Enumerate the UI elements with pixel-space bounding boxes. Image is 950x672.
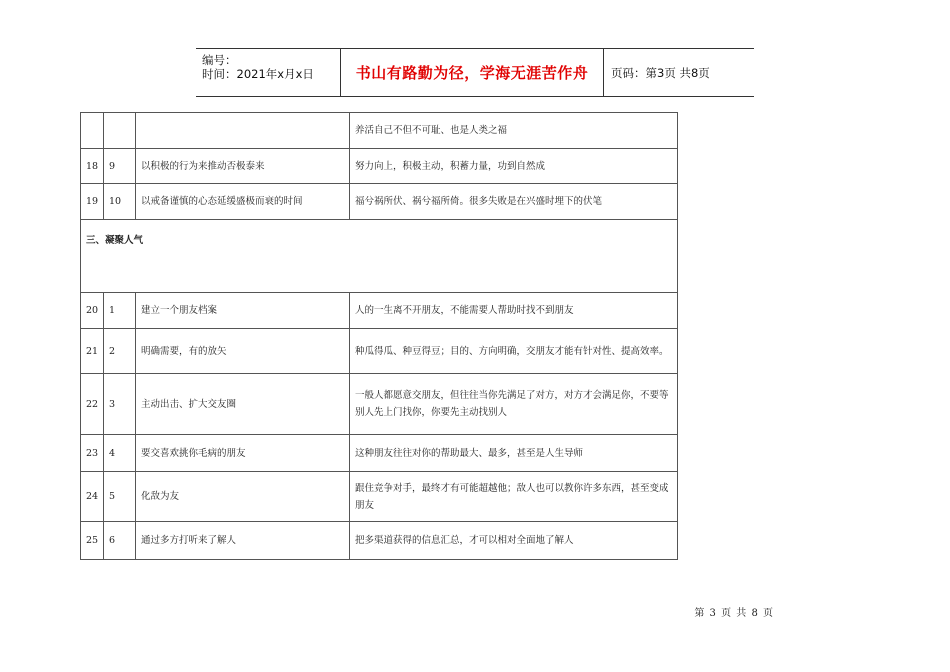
row-description: 把多渠道获得的信息汇总，才可以相对全面地了解人 bbox=[350, 522, 678, 560]
table-row bbox=[81, 184, 678, 220]
row-sub-number: 1 bbox=[104, 293, 136, 329]
row-number: 18 bbox=[81, 149, 104, 184]
table-row bbox=[81, 149, 678, 184]
number-label: 编号： bbox=[202, 53, 237, 67]
row-number: 21 bbox=[81, 329, 104, 374]
row-sub-number: 3 bbox=[104, 374, 136, 435]
row-description: 人的一生离不开朋友，不能需要人帮助时找不到朋友 bbox=[350, 293, 678, 329]
page-footer: 第 3 页 共 8 页 bbox=[694, 608, 774, 619]
row-sub-number: 2 bbox=[104, 329, 136, 374]
row-sub-number: 5 bbox=[104, 472, 136, 522]
section-heading: 三、凝聚人气 bbox=[81, 220, 678, 293]
table-row bbox=[81, 293, 678, 329]
time-label: 时间：2021年x月x日 bbox=[202, 67, 314, 81]
row-number: 22 bbox=[81, 374, 104, 435]
content-table bbox=[80, 112, 678, 560]
row-description: 这种朋友往往对你的帮助最大、最多，甚至是人生导师 bbox=[350, 435, 678, 472]
row-description: 养活自己不但不可耻、也是人类之福 bbox=[350, 113, 678, 149]
row-description: 种瓜得瓜、种豆得豆；目的、方向明确，交朋友才能有针对性、提高效率。 bbox=[350, 329, 678, 374]
row-item: 明确需要，有的放矢 bbox=[136, 329, 350, 374]
table-row bbox=[81, 472, 678, 522]
row-item bbox=[136, 113, 350, 149]
row-description: 跟住竞争对手，最终才有可能超越他；敌人也可以教你许多东西，甚至变成朋友 bbox=[350, 472, 678, 522]
row-item: 要交喜欢挑你毛病的朋友 bbox=[136, 435, 350, 472]
row-item: 通过多方打听来了解人 bbox=[136, 522, 350, 560]
table-row bbox=[81, 435, 678, 472]
row-description: 福兮祸所伏、祸兮福所倚。很多失败是在兴盛时埋下的伏笔 bbox=[350, 184, 678, 220]
row-item: 主动出击、扩大交友圈 bbox=[136, 374, 350, 435]
row-number: 20 bbox=[81, 293, 104, 329]
table-row bbox=[81, 522, 678, 560]
slogan: 书山有路勤为径，学海无涯苦作舟 bbox=[355, 64, 589, 82]
row-sub-number bbox=[104, 113, 136, 149]
row-item: 以戒备谨慎的心态延缓盛极而衰的时间 bbox=[136, 184, 350, 220]
row-description: 努力向上，积极主动，积蓄力量，功到自然成 bbox=[350, 149, 678, 184]
row-number: 24 bbox=[81, 472, 104, 522]
row-item: 建立一个朋友档案 bbox=[136, 293, 350, 329]
row-sub-number: 6 bbox=[104, 522, 136, 560]
row-sub-number: 4 bbox=[104, 435, 136, 472]
table-row bbox=[81, 374, 678, 435]
header-meta-cell bbox=[196, 49, 340, 96]
document-header bbox=[196, 48, 754, 97]
row-sub-number: 10 bbox=[104, 184, 136, 220]
table-row bbox=[81, 113, 678, 149]
row-item: 以积极的行为来推动否极泰来 bbox=[136, 149, 350, 184]
row-number: 23 bbox=[81, 435, 104, 472]
row-sub-number: 9 bbox=[104, 149, 136, 184]
row-number bbox=[81, 113, 104, 149]
row-description: 一般人都愿意交朋友，但往往当你先满足了对方，对方才会满足你，不要等别人先上门找你，你要先主动找别人 bbox=[350, 374, 678, 435]
row-number: 25 bbox=[81, 522, 104, 560]
table-row bbox=[81, 329, 678, 374]
row-number: 19 bbox=[81, 184, 104, 220]
section-row bbox=[81, 220, 678, 293]
header-slogan-cell bbox=[340, 49, 604, 96]
row-item: 化敌为友 bbox=[136, 472, 350, 522]
header-page-cell bbox=[603, 49, 754, 96]
page-label: 页码：第3页 共8页 bbox=[611, 65, 710, 80]
